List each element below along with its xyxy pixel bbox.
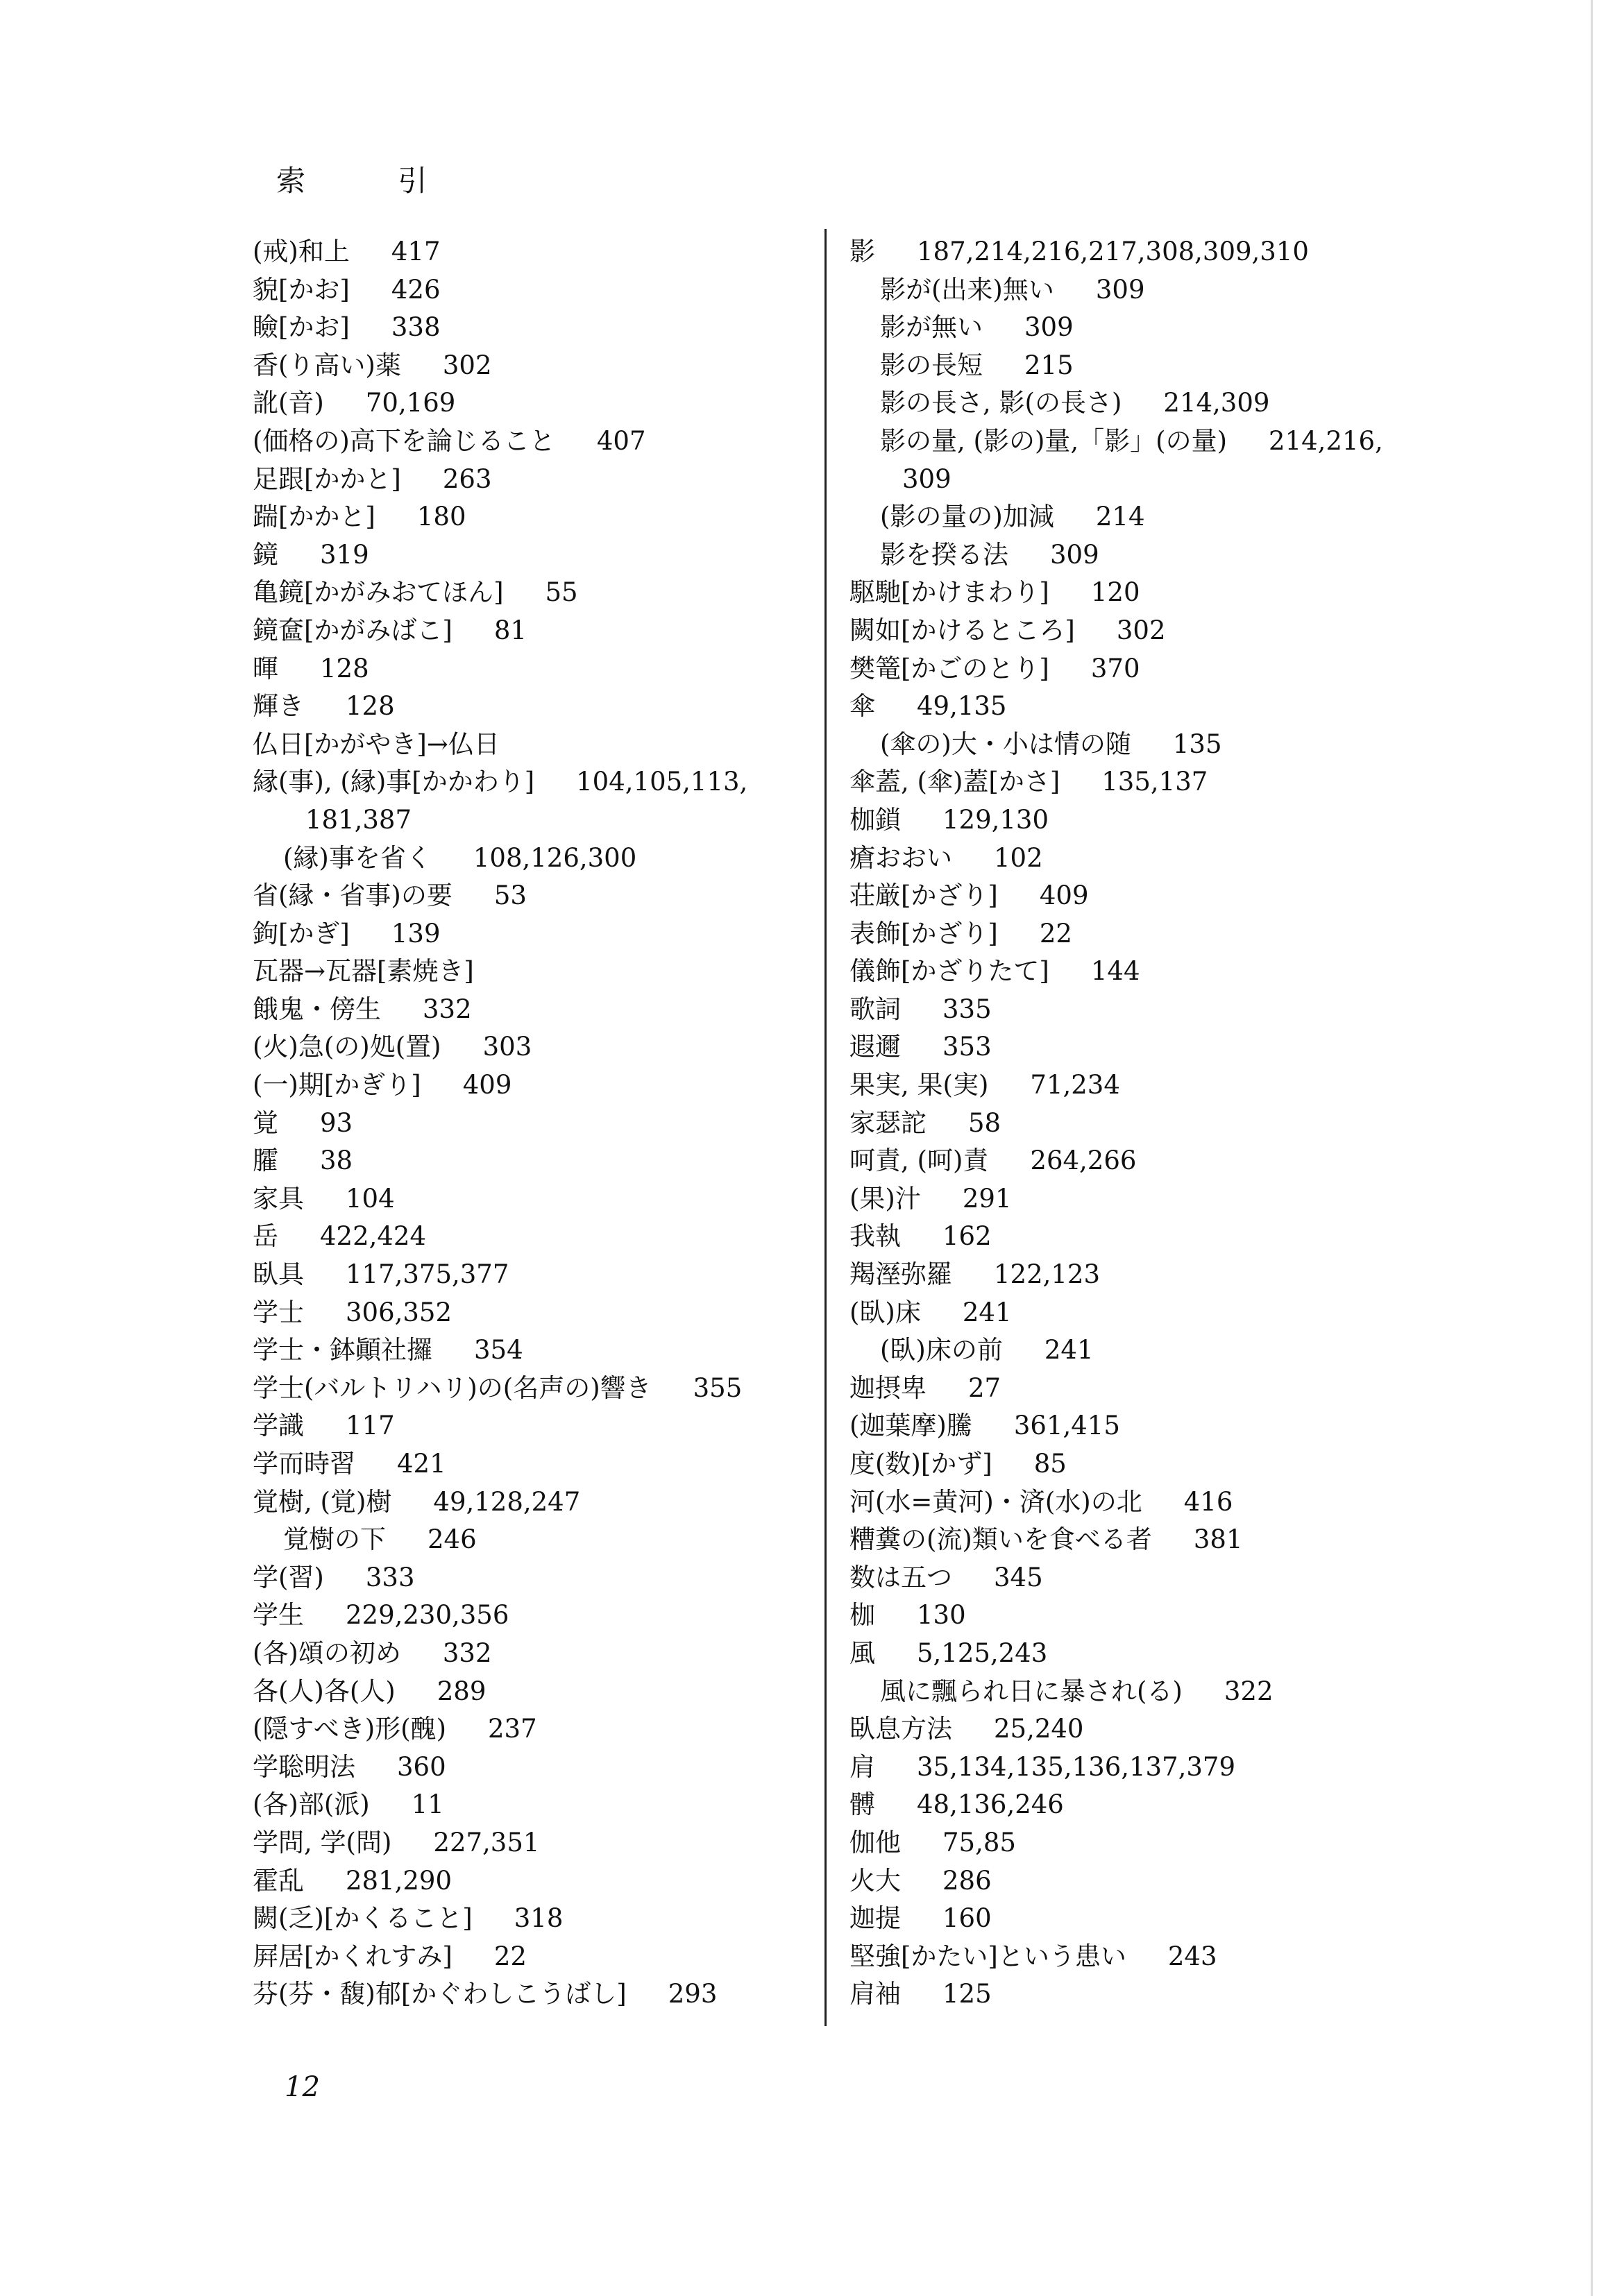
- index-term: 貌[かお]: [253, 274, 350, 305]
- index-pages: 71,234: [1030, 1070, 1120, 1100]
- index-entry: [253, 953, 808, 991]
- index-entry: [849, 1786, 1432, 1824]
- index-entry: [253, 1332, 808, 1370]
- index-term: 屛居[かくれすみ]: [253, 1941, 452, 1971]
- index-pages: 214,216,: [1269, 425, 1383, 456]
- index-entry: [849, 877, 1432, 915]
- index-entry: [253, 1862, 808, 1900]
- index-pages: 407: [596, 425, 646, 456]
- index-entry: [849, 384, 1432, 423]
- index-entry: [849, 1483, 1432, 1522]
- index-pages: 49,128,247: [433, 1486, 581, 1517]
- index-entry: [253, 423, 808, 461]
- index-entry: [849, 726, 1432, 764]
- index-entry: [849, 1066, 1432, 1105]
- index-pages: 353: [942, 1032, 992, 1062]
- index-pages: 102: [994, 842, 1043, 873]
- index-entry: [253, 1635, 808, 1673]
- index-term: (各)頌の初め: [253, 1638, 401, 1668]
- index-pages: 120: [1090, 577, 1140, 608]
- index-pages: 229,230,356: [346, 1600, 509, 1631]
- index-term: 瓦器→瓦器[素焼き]: [253, 956, 474, 987]
- index-term: 駆馳[かけまわり]: [849, 577, 1049, 608]
- index-term: 学而時習: [253, 1449, 355, 1479]
- index-entry: [253, 1710, 808, 1749]
- index-entry: [849, 1975, 1432, 2014]
- index-term: 風: [849, 1638, 875, 1668]
- index-pages: 293: [668, 1979, 718, 2009]
- index-pages: 181,387: [305, 804, 412, 835]
- index-entry: [849, 1597, 1432, 1635]
- index-pages: 135,137: [1101, 767, 1208, 797]
- index-term: 学(習): [253, 1562, 324, 1592]
- index-term: 各(人)各(人): [253, 1676, 396, 1706]
- index-term: 暉: [253, 653, 278, 683]
- column-divider: [824, 229, 827, 2026]
- index-pages: 291: [962, 1183, 1012, 1214]
- index-term: 学士・鉢顚社攞: [253, 1335, 432, 1366]
- index-term: (臥)床の前: [880, 1335, 1003, 1366]
- index-term: 表飾[かざり]: [849, 918, 998, 949]
- index-pages: 309: [902, 464, 951, 494]
- index-pages: 409: [1039, 881, 1089, 911]
- index-pages: 125: [942, 1979, 992, 2009]
- index-entry: [253, 233, 808, 271]
- index-pages: 139: [391, 918, 441, 949]
- index-term: (火)急(の)処(置): [253, 1032, 441, 1062]
- index-term: 荘厳[かざり]: [849, 881, 998, 911]
- index-term: 訛(音): [253, 388, 324, 418]
- index-term: (一)期[かぎり]: [253, 1070, 421, 1100]
- index-term: 我執: [849, 1221, 901, 1252]
- index-term: 髆: [849, 1789, 875, 1820]
- index-entry: [849, 233, 1432, 271]
- index-pages: 318: [514, 1903, 564, 1934]
- index-term: 呵責, (呵)責: [849, 1146, 989, 1176]
- index-pages: 48,136,246: [917, 1789, 1064, 1820]
- page-header: 索 引: [276, 164, 469, 198]
- index-entry: [253, 1824, 808, 1862]
- index-term: 家瑟詑: [849, 1107, 927, 1138]
- index-term: 迦提: [849, 1903, 901, 1934]
- index-term: 学生: [253, 1600, 304, 1631]
- index-pages: 338: [391, 312, 441, 343]
- index-entry: [849, 991, 1432, 1029]
- index-term: 臥具: [253, 1259, 304, 1290]
- index-pages: 214,309: [1163, 388, 1270, 418]
- index-column-right: [849, 233, 1432, 2014]
- index-pages: 122,123: [994, 1259, 1101, 1290]
- index-entry: [849, 536, 1432, 575]
- index-entry: [253, 1521, 808, 1559]
- index-pages: 289: [437, 1676, 487, 1706]
- index-entry: [849, 1294, 1432, 1332]
- index-term: 影: [849, 237, 875, 266]
- index-pages: 214: [1095, 502, 1145, 532]
- index-term: 数は五つ: [849, 1562, 952, 1592]
- index-entry: [849, 271, 1432, 309]
- index-term: 肩袖: [849, 1979, 901, 2009]
- index-entry: [253, 840, 808, 878]
- index-entry: [849, 763, 1432, 801]
- index-entry: [253, 309, 808, 347]
- index-term: 岳: [253, 1221, 278, 1252]
- index-term: 影の長さ, 影(の長さ): [880, 388, 1122, 418]
- index-entry: [849, 423, 1432, 461]
- index-term: 学士(バルトリハリ)の(名声の)響き: [253, 1372, 652, 1403]
- index-entry: [253, 1218, 808, 1256]
- index-pages: 306,352: [346, 1297, 452, 1327]
- index-entry: [849, 498, 1432, 536]
- index-entry: [849, 1862, 1432, 1900]
- index-entry: [253, 801, 808, 840]
- index-term: 臛: [253, 1146, 278, 1176]
- index-term: 鉤[かぎ]: [253, 918, 350, 949]
- index-pages: 180: [416, 502, 466, 532]
- index-pages: 130: [917, 1600, 966, 1631]
- index-term: 瘡おおい: [849, 842, 952, 873]
- index-pages: 302: [1116, 615, 1166, 645]
- index-term: 学士: [253, 1297, 304, 1327]
- index-entry: [849, 309, 1432, 347]
- index-pages: 263: [442, 464, 492, 494]
- index-term: 霍乱: [253, 1865, 304, 1896]
- index-term: 覚: [253, 1107, 278, 1138]
- index-pages: 264,266: [1030, 1146, 1137, 1176]
- index-pages: 58: [968, 1107, 1001, 1138]
- index-entry: [849, 1370, 1432, 1408]
- index-term: 省(縁・省事)の要: [253, 881, 452, 911]
- index-entry: [253, 384, 808, 423]
- index-entry: [253, 498, 808, 536]
- index-entry: [253, 1749, 808, 1787]
- index-entry: [849, 1180, 1432, 1218]
- index-pages: 422,424: [320, 1221, 427, 1252]
- index-pages: 104: [346, 1183, 395, 1214]
- index-pages: 117: [346, 1411, 395, 1441]
- index-term: 家具: [253, 1183, 304, 1214]
- index-pages: 108,126,300: [473, 842, 637, 873]
- index-term: 河(水=黄河)・済(水)の北: [849, 1486, 1142, 1517]
- index-pages: 309: [1050, 539, 1099, 570]
- index-pages: 117,375,377: [346, 1259, 509, 1290]
- index-entry: [253, 1597, 808, 1635]
- index-pages: 381: [1193, 1524, 1243, 1555]
- index-entry: [253, 1900, 808, 1938]
- index-term: 臥息方法: [849, 1714, 952, 1744]
- index-entry: [253, 461, 808, 499]
- index-pages: 237: [488, 1714, 537, 1744]
- index-pages: 309: [1095, 274, 1145, 305]
- index-entry: [253, 1066, 808, 1105]
- index-pages: 70,169: [365, 388, 456, 418]
- index-pages: 5,125,243: [917, 1638, 1048, 1668]
- index-pages: 49,135: [917, 691, 1007, 722]
- index-entry: [253, 1180, 808, 1218]
- index-pages: 286: [942, 1865, 992, 1896]
- index-pages: 55: [545, 577, 578, 608]
- index-pages: 303: [482, 1032, 532, 1062]
- index-entry: [849, 347, 1432, 385]
- index-pages: 309: [1024, 312, 1074, 343]
- index-term: 踹[かかと]: [253, 502, 375, 532]
- index-pages: 354: [474, 1335, 523, 1366]
- index-pages: 335: [942, 994, 992, 1024]
- index-entry: [849, 915, 1432, 953]
- index-entry: [849, 1028, 1432, 1066]
- index-term: 儀飾[かざりたて]: [849, 956, 1049, 987]
- index-term: 影の長短: [880, 350, 983, 380]
- index-term: 鏡: [253, 539, 278, 570]
- index-term: 足跟[かかと]: [253, 464, 401, 494]
- index-entry: [253, 650, 808, 688]
- index-pages: 319: [320, 539, 369, 570]
- index-entry: [849, 1407, 1432, 1445]
- index-pages: 370: [1090, 653, 1140, 683]
- index-entry: [253, 726, 808, 764]
- index-entry: [253, 915, 808, 953]
- index-term: (迦葉摩)騰: [849, 1411, 972, 1441]
- index-term: 火大: [849, 1865, 901, 1896]
- index-entry: [253, 763, 808, 801]
- index-pages: 25,240: [994, 1714, 1084, 1744]
- index-entry: [253, 1028, 808, 1066]
- index-pages: 81: [493, 615, 527, 645]
- index-term: 伽他: [849, 1827, 901, 1857]
- index-term: (戒)和上: [253, 237, 350, 266]
- index-entry: [253, 1370, 808, 1408]
- page-edge-mark: [1591, 0, 1593, 2296]
- index-term: 亀鏡[かがみおてほん]: [253, 577, 504, 608]
- index-entry: [253, 1407, 808, 1445]
- index-pages: 162: [942, 1221, 992, 1252]
- index-pages: 416: [1183, 1486, 1233, 1517]
- index-term: 歌詞: [849, 994, 901, 1024]
- index-pages: 187,214,216,217,308,309,310: [917, 237, 1309, 266]
- index-entry: [849, 574, 1432, 612]
- index-entry: [253, 1483, 808, 1522]
- index-term: 芬(芬・馥)郁[かぐわしこうばし]: [253, 1979, 627, 2009]
- index-entry: [849, 1749, 1432, 1787]
- index-term: 学問, 学(問): [253, 1827, 392, 1857]
- index-term: (臥)床: [849, 1297, 921, 1327]
- index-entry: [849, 840, 1432, 878]
- index-entry: [253, 1142, 808, 1180]
- index-term: 影の量, (影の)量,「影」(の量): [880, 425, 1228, 456]
- index-pages: 215: [1024, 350, 1074, 380]
- index-term: 傘蓋, (傘)蓋[かさ]: [849, 767, 1060, 797]
- index-entry: [849, 1938, 1432, 1976]
- index-entry: [253, 1256, 808, 1294]
- index-term: 餓鬼・傍生: [253, 994, 381, 1024]
- index-entry: [849, 1445, 1432, 1483]
- index-term: 影が(出来)無い: [880, 274, 1054, 305]
- index-term: 覚樹, (覚)樹: [253, 1486, 392, 1517]
- index-term: (傘の)大・小は情の随: [880, 729, 1131, 759]
- page-number: 12: [285, 2071, 320, 2103]
- index-pages: 128: [346, 691, 395, 722]
- index-entry: [253, 1673, 808, 1711]
- index-entry: [849, 1559, 1432, 1597]
- index-pages: 302: [442, 350, 492, 380]
- index-entry: [253, 1105, 808, 1143]
- index-term: 学聡明法: [253, 1751, 355, 1782]
- index-term: (果)汁: [849, 1183, 921, 1214]
- index-pages: 93: [320, 1107, 353, 1138]
- index-pages: 246: [428, 1524, 477, 1555]
- index-term: 羯溼弥羅: [849, 1259, 952, 1290]
- index-term: (価格の)高下を論じること: [253, 425, 555, 456]
- index-term: 縁(事), (縁)事[かかわり]: [253, 767, 535, 797]
- index-pages: 322: [1224, 1676, 1274, 1706]
- index-entry: [849, 1142, 1432, 1180]
- index-term: 迦摂卑: [849, 1372, 927, 1403]
- index-term: (隠すべき)形(醜): [253, 1714, 446, 1744]
- index-entry: [849, 1673, 1432, 1711]
- index-pages: 53: [493, 881, 527, 911]
- index-term: 堅強[かたい]という患い: [849, 1941, 1126, 1971]
- index-pages: 417: [391, 237, 441, 266]
- index-pages: 355: [693, 1372, 743, 1403]
- index-pages: 22: [1039, 918, 1072, 949]
- index-pages: 227,351: [433, 1827, 540, 1857]
- index-entry: [253, 1975, 808, 2014]
- index-term: 輝き: [253, 691, 304, 722]
- index-entry: [849, 1824, 1432, 1862]
- index-entry: [253, 688, 808, 726]
- index-pages: 281,290: [346, 1865, 452, 1896]
- index-pages: 128: [320, 653, 369, 683]
- index-pages: 360: [397, 1751, 446, 1782]
- index-term: 果実, 果(実): [849, 1070, 989, 1100]
- index-pages: 332: [442, 1638, 492, 1668]
- index-pages: 22: [493, 1941, 527, 1971]
- index-entry: [253, 347, 808, 385]
- index-term: 枷: [849, 1600, 875, 1631]
- index-pages: 361,415: [1013, 1411, 1120, 1441]
- index-term: 闕(乏)[かくること]: [253, 1903, 473, 1934]
- index-pages: 332: [423, 994, 472, 1024]
- index-pages: 85: [1033, 1449, 1067, 1479]
- index-pages: 27: [968, 1372, 1001, 1403]
- index-term: 鏡奩[かがみばこ]: [253, 615, 452, 645]
- index-term: 仏日[かがやき]→仏日: [253, 729, 500, 759]
- index-term: 闕如[かけるところ]: [849, 615, 1075, 645]
- index-term: 樊篭[かごのとり]: [849, 653, 1049, 683]
- index-term: 枷鎖: [849, 804, 901, 835]
- index-entry: [253, 536, 808, 575]
- index-pages: 160: [942, 1903, 992, 1934]
- index-pages: 144: [1090, 956, 1140, 987]
- index-entry: [849, 953, 1432, 991]
- index-term: 度(数)[かず]: [849, 1449, 992, 1479]
- index-entry: [253, 1445, 808, 1483]
- index-pages: 11: [411, 1789, 444, 1820]
- index-pages: 241: [1044, 1335, 1094, 1366]
- index-term: 覚樹の下: [283, 1524, 386, 1555]
- index-entry: [849, 1218, 1432, 1256]
- index-entry: [849, 612, 1432, 650]
- index-pages: 333: [365, 1562, 415, 1592]
- index-pages: 75,85: [942, 1827, 1016, 1857]
- index-entry: [849, 1635, 1432, 1673]
- index-entry: [253, 1559, 808, 1597]
- index-term: 学識: [253, 1411, 304, 1441]
- index-entry: [849, 801, 1432, 840]
- index-entry: [849, 461, 1432, 499]
- index-entry: [253, 1938, 808, 1976]
- index-entry: [253, 1294, 808, 1332]
- index-entry: [849, 1710, 1432, 1749]
- index-entry: [849, 688, 1432, 726]
- index-pages: 243: [1167, 1941, 1217, 1971]
- index-term: 香(り高い)薬: [253, 350, 401, 380]
- index-term: 影が無い: [880, 312, 983, 343]
- index-pages: 241: [962, 1297, 1012, 1327]
- index-entry: [253, 574, 808, 612]
- index-term: 遐邇: [849, 1032, 901, 1062]
- index-pages: 104,105,113,: [576, 767, 748, 797]
- index-entry: [849, 1332, 1432, 1370]
- index-term: 糟糞の(流)類いを食べる者: [849, 1524, 1152, 1555]
- index-term: 風に飄られ日に暴され(る): [880, 1676, 1183, 1706]
- index-term: 瞼[かお]: [253, 312, 350, 343]
- index-pages: 426: [391, 274, 441, 305]
- index-term: (各)部(派): [253, 1789, 370, 1820]
- index-pages: 38: [320, 1146, 353, 1176]
- index-entry: [849, 1900, 1432, 1938]
- index-pages: 421: [397, 1449, 446, 1479]
- index-pages: 345: [994, 1562, 1043, 1592]
- index-column-left: [253, 233, 808, 2014]
- index-entry: [253, 991, 808, 1029]
- index-entry: [253, 612, 808, 650]
- index-pages: 35,134,135,136,137,379: [917, 1751, 1235, 1782]
- index-entry: [253, 271, 808, 309]
- index-pages: 135: [1172, 729, 1222, 759]
- index-term: 傘: [849, 691, 875, 722]
- index-entry: [849, 1521, 1432, 1559]
- index-entry: [253, 1786, 808, 1824]
- index-term: (縁)事を省く: [283, 842, 432, 873]
- index-entry: [849, 1105, 1432, 1143]
- index-entry: [253, 877, 808, 915]
- index-term: 影を揆る法: [880, 539, 1008, 570]
- index-entry: [849, 1256, 1432, 1294]
- index-entry: [849, 650, 1432, 688]
- index-term: (影の量の)加減: [880, 502, 1054, 532]
- index-pages: 129,130: [942, 804, 1049, 835]
- index-pages: 409: [462, 1070, 512, 1100]
- index-term: 肩: [849, 1751, 875, 1782]
